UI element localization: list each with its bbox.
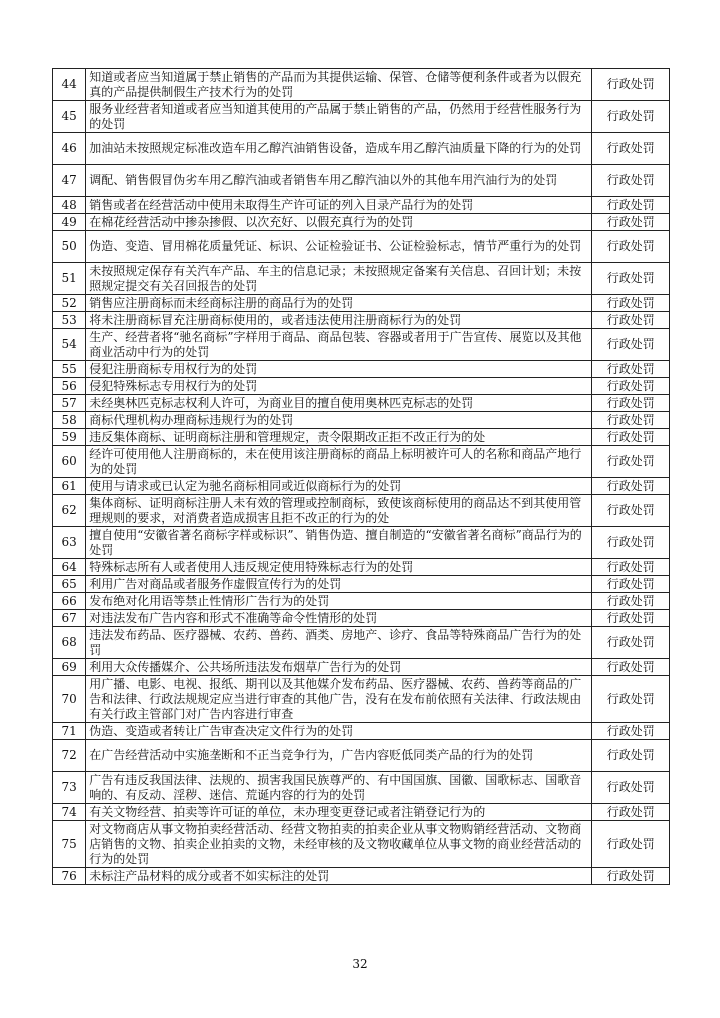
row-number: 68 <box>53 627 86 659</box>
penalty-item: 将未注册商标冒充注册商标使用的，或者违法使用注册商标行为的处罚 <box>86 312 592 329</box>
penalty-item: 调配、销售假冒伪劣车用乙醇汽油或者销售车用乙醇汽油以外的其他车用汽油行为的处罚 <box>86 165 592 197</box>
power-type: 行政处罚 <box>592 263 670 295</box>
table-row <box>53 101 670 133</box>
row-number: 48 <box>53 197 86 214</box>
penalty-item: 集体商标、证明商标注册人未有效的管理或控制商标，致使该商标使用的商品达不到其使用管理规则的要求，对消费者造成损害且拒不改正的行为的处 <box>86 495 592 527</box>
penalty-table-container <box>52 68 670 885</box>
row-number: 64 <box>53 559 86 576</box>
row-number: 57 <box>53 395 86 412</box>
table-row <box>53 312 670 329</box>
penalty-item: 生产、经营者将“驰名商标”字样用于商品、商品包装、容器或者用于广告宣传、展览以及其他商业活动中行为的处罚 <box>86 329 592 361</box>
row-number: 70 <box>53 676 86 723</box>
power-type: 行政处罚 <box>592 329 670 361</box>
power-type: 行政处罚 <box>592 395 670 412</box>
table-row <box>53 593 670 610</box>
row-number: 74 <box>53 804 86 821</box>
penalty-item: 未经奥林匹克标志权利人许可，为商业目的擅自使用奥林匹克标志的处罚 <box>86 395 592 412</box>
row-number: 46 <box>53 133 86 165</box>
table-row <box>53 610 670 627</box>
power-type: 行政处罚 <box>592 527 670 559</box>
power-type: 行政处罚 <box>592 868 670 885</box>
table-row <box>53 559 670 576</box>
penalty-item: 对违法发布广告内容和形式不准确等命令性情形的处罚 <box>86 610 592 627</box>
row-number: 55 <box>53 361 86 378</box>
power-type: 行政处罚 <box>592 101 670 133</box>
penalty-item: 在棉花经营活动中掺杂掺假、以次充好、以假充真行为的处罚 <box>86 214 592 231</box>
table-row <box>53 576 670 593</box>
penalty-item: 有关文物经营、拍卖等许可证的单位，未办理变更登记或者注销登记行为的 <box>86 804 592 821</box>
row-number: 69 <box>53 659 86 676</box>
penalty-item: 特殊标志所有人或者使用人违反规定使用特殊标志行为的处罚 <box>86 559 592 576</box>
penalty-item: 擅自使用“安徽省著名商标字样或标识”、销售伪造、擅自制造的“安徽省著名商标”商品行为的处罚 <box>86 527 592 559</box>
power-type: 行政处罚 <box>592 659 670 676</box>
penalty-item: 经许可使用他人注册商标的，未在使用该注册商标的商品上标明被许可人的名称和商品产地行为的处罚 <box>86 446 592 478</box>
power-type: 行政处罚 <box>592 610 670 627</box>
penalty-item: 知道或者应当知道属于禁止销售的产品而为其提供运输、保管、仓储等便利条件或者为以假充真的产品提供制假生产技术行为的处罚 <box>86 69 592 101</box>
row-number: 45 <box>53 101 86 133</box>
table-row <box>53 361 670 378</box>
table-row <box>53 133 670 165</box>
table-row <box>53 231 670 263</box>
power-type: 行政处罚 <box>592 378 670 395</box>
power-type: 行政处罚 <box>592 165 670 197</box>
table-row <box>53 412 670 429</box>
penalty-item: 商标代理机构办理商标违规行为的处罚 <box>86 412 592 429</box>
penalty-item: 服务业经营者知道或者应当知道其使用的产品属于禁止销售的产品，仍然用于经营性服务行为的处罚 <box>86 101 592 133</box>
table-row <box>53 676 670 723</box>
row-number: 72 <box>53 740 86 772</box>
table-row <box>53 495 670 527</box>
penalty-item: 对文物商店从事文物拍卖经营活动、经营文物拍卖的拍卖企业从事文物购销经营活动、文物商店销售的文物、拍卖企业拍卖的文物，未经审核的及文物收藏单位从事文物的商业经营活动的行为的处罚 <box>86 821 592 868</box>
penalty-item: 广告有违反我国法律、法规的、损害我国民族尊严的、有中国国旗、国徽、国歌标志、国歌音响的、有反动、淫秽、迷信、荒诞内容的行为的处罚 <box>86 772 592 804</box>
table-row <box>53 197 670 214</box>
table-row <box>53 627 670 659</box>
penalty-item: 销售或者在经营活动中使用未取得生产许可证的列入目录产品行为的处罚 <box>86 197 592 214</box>
table-row <box>53 263 670 295</box>
row-number: 56 <box>53 378 86 395</box>
row-number: 58 <box>53 412 86 429</box>
power-type: 行政处罚 <box>592 576 670 593</box>
row-number: 65 <box>53 576 86 593</box>
table-body <box>53 69 670 885</box>
table-row <box>53 478 670 495</box>
power-type: 行政处罚 <box>592 197 670 214</box>
power-type: 行政处罚 <box>592 214 670 231</box>
penalty-item: 伪造、变造或者转让广告审查决定文件行为的处罚 <box>86 723 592 740</box>
power-type: 行政处罚 <box>592 295 670 312</box>
table-row <box>53 295 670 312</box>
penalty-item: 利用广告对商品或者服务作虚假宣传行为的处罚 <box>86 576 592 593</box>
penalty-item: 用广播、电影、电视、报纸、期刊以及其他媒介发布药品、医疗器械、农药、兽药等商品的广告和法律、行政法规规定应当进行审查的其他广告，没有在发布前依照有关法律、行政法规由有关行政主管部门对广告内容进行审查 <box>86 676 592 723</box>
row-number: 76 <box>53 868 86 885</box>
row-number: 52 <box>53 295 86 312</box>
penalty-item: 在广告经营活动中实施垄断和不正当竞争行为，广告内容贬低同类产品的行为的处罚 <box>86 740 592 772</box>
power-type: 行政处罚 <box>592 446 670 478</box>
row-number: 66 <box>53 593 86 610</box>
row-number: 73 <box>53 772 86 804</box>
row-number: 71 <box>53 723 86 740</box>
row-number: 63 <box>53 527 86 559</box>
row-number: 61 <box>53 478 86 495</box>
table-row <box>53 804 670 821</box>
row-number: 75 <box>53 821 86 868</box>
penalty-item: 使用与请求或已认定为驰名商标相同或近似商标行为的处罚 <box>86 478 592 495</box>
power-type: 行政处罚 <box>592 412 670 429</box>
table-row <box>53 446 670 478</box>
penalty-item: 违法发布药品、医疗器械、农药、兽药、酒类、房地产、诊疗、食品等特殊商品广告行为的处罚 <box>86 627 592 659</box>
penalty-item: 未标注产品材料的成分或者不如实标注的处罚 <box>86 868 592 885</box>
power-type: 行政处罚 <box>592 495 670 527</box>
power-type: 行政处罚 <box>592 361 670 378</box>
table-row <box>53 723 670 740</box>
power-type: 行政处罚 <box>592 723 670 740</box>
penalty-item: 加油站未按照规定标准改造车用乙醇汽油销售设备，造成车用乙醇汽油质量下降的行为的处罚 <box>86 133 592 165</box>
penalty-item: 利用大众传播媒介、公共场所违法发布烟草广告行为的处罚 <box>86 659 592 676</box>
power-type: 行政处罚 <box>592 69 670 101</box>
power-type: 行政处罚 <box>592 559 670 576</box>
table-row <box>53 659 670 676</box>
table-row <box>53 395 670 412</box>
table-row <box>53 214 670 231</box>
row-number: 53 <box>53 312 86 329</box>
row-number: 50 <box>53 231 86 263</box>
row-number: 62 <box>53 495 86 527</box>
power-type: 行政处罚 <box>592 429 670 446</box>
row-number: 47 <box>53 165 86 197</box>
penalty-item: 侵犯注册商标专用权行为的处罚 <box>86 361 592 378</box>
power-type: 行政处罚 <box>592 593 670 610</box>
row-number: 67 <box>53 610 86 627</box>
row-number: 54 <box>53 329 86 361</box>
penalty-item: 违反集体商标、证明商标注册和管理规定，责令限期改正拒不改正行为的处 <box>86 429 592 446</box>
power-type: 行政处罚 <box>592 676 670 723</box>
power-type: 行政处罚 <box>592 312 670 329</box>
power-type: 行政处罚 <box>592 740 670 772</box>
row-number: 60 <box>53 446 86 478</box>
penalty-table <box>52 68 670 885</box>
row-number: 59 <box>53 429 86 446</box>
row-number: 44 <box>53 69 86 101</box>
table-row <box>53 527 670 559</box>
table-row <box>53 821 670 868</box>
penalty-item: 侵犯特殊标志专用权行为的处罚 <box>86 378 592 395</box>
page-number: 32 <box>352 957 368 971</box>
power-type: 行政处罚 <box>592 821 670 868</box>
table-row <box>53 329 670 361</box>
penalty-item: 发布绝对化用语等禁止性情形广告行为的处罚 <box>86 593 592 610</box>
penalty-item: 销售应注册商标而未经商标注册的商品行为的处罚 <box>86 295 592 312</box>
penalty-item: 伪造、变造、冒用棉花质量凭证、标识、公证检验证书、公证检验标志，情节严重行为的处罚 <box>86 231 592 263</box>
table-row <box>53 740 670 772</box>
row-number: 51 <box>53 263 86 295</box>
power-type: 行政处罚 <box>592 133 670 165</box>
power-type: 行政处罚 <box>592 804 670 821</box>
table-row <box>53 429 670 446</box>
table-row <box>53 772 670 804</box>
power-type: 行政处罚 <box>592 478 670 495</box>
power-type: 行政处罚 <box>592 772 670 804</box>
power-type: 行政处罚 <box>592 231 670 263</box>
table-row <box>53 868 670 885</box>
penalty-item: 未按照规定保存有关汽车产品、车主的信息记录；未按照规定备案有关信息、召回计划；未按照规定提交有关召回报告的处罚 <box>86 263 592 295</box>
power-type: 行政处罚 <box>592 627 670 659</box>
row-number: 49 <box>53 214 86 231</box>
table-row <box>53 165 670 197</box>
table-row <box>53 69 670 101</box>
table-row <box>53 378 670 395</box>
